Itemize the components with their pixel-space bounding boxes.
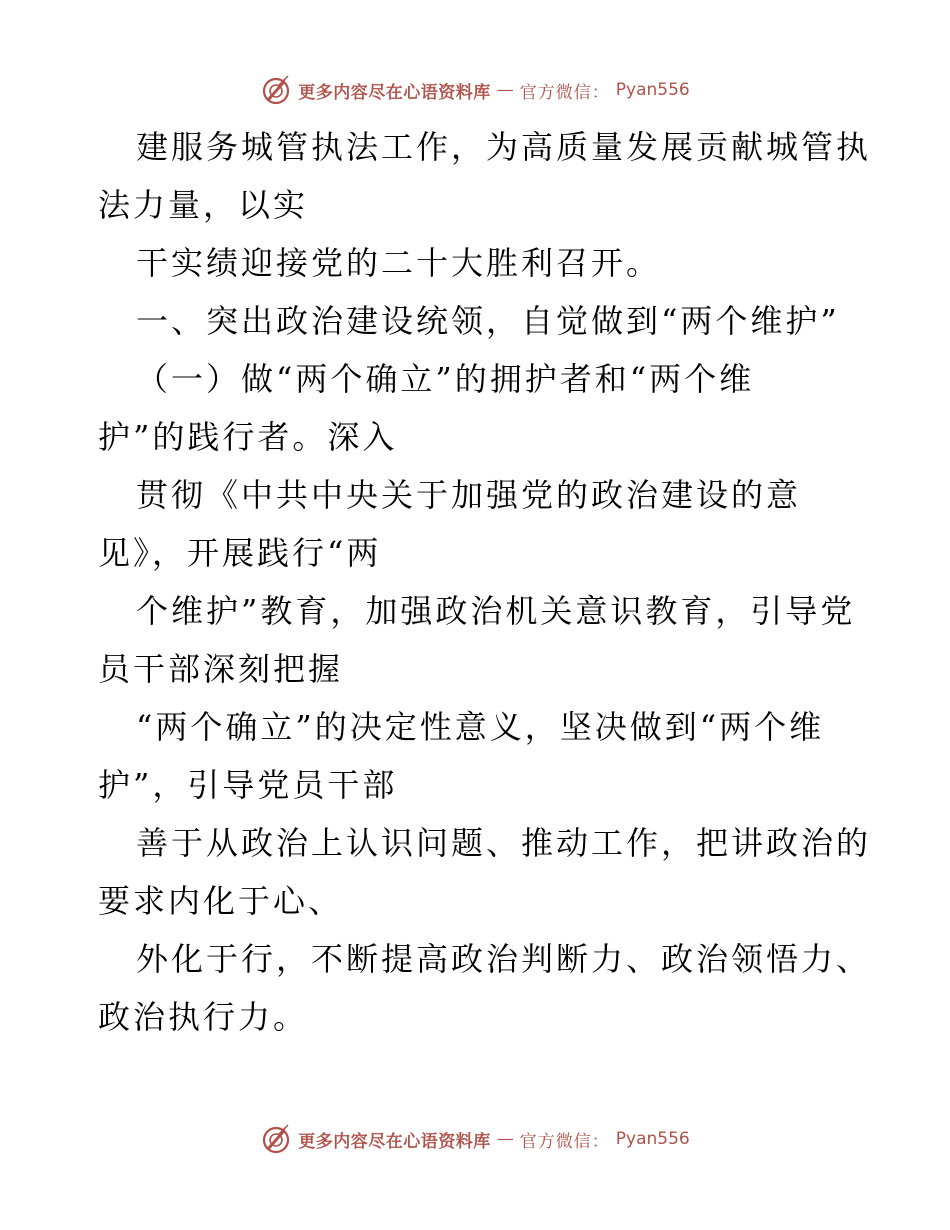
watermark-wechat-id: Pyan556 (615, 80, 690, 100)
document-line: 个维护”教育，加强政治机关意识教育，引导党 (136, 592, 856, 630)
document-line: 建服务城管执法工作，为高质量发展贡献城管执 (136, 128, 872, 166)
document-line: （一）做“两个确立”的拥护者和“两个维 (136, 360, 755, 398)
watermark-separator: — (496, 80, 514, 100)
feather-pen-logo-icon (260, 1123, 292, 1155)
document-line: 政治执行力。 (98, 998, 309, 1036)
watermark-official-label: 官方微信： (519, 1131, 610, 1152)
watermark-brand: 更多内容尽在心语资料库 (298, 82, 491, 103)
document-line: 贯彻《中共中央关于加强党的政治建设的意 (136, 476, 802, 514)
document-line: 见》，开展践行“两 (98, 534, 382, 572)
header-watermark (0, 70, 950, 110)
footer-watermark (0, 1119, 950, 1159)
document-line: 法力量，以实 (98, 186, 309, 224)
document-body (98, 118, 872, 1046)
feather-pen-logo-icon (260, 74, 292, 106)
watermark-wechat-id: Pyan556 (615, 1129, 690, 1149)
document-line: 要求内化于心、 (98, 882, 344, 920)
watermark-separator: — (496, 1129, 514, 1149)
document-line: 外化于行，不断提高政治判断力、政治领悟力、 (136, 940, 872, 978)
document-line: 善于从政治上认识问题、推动工作，把讲政治的 (136, 824, 872, 862)
document-line: 护”，引导党员干部 (98, 766, 398, 804)
document-line: 一、突出政治建设统领，自觉做到“两个维护” (136, 302, 840, 340)
document-line: 干实绩迎接党的二十大胜利召开。 (136, 244, 662, 282)
watermark-official-label: 官方微信： (519, 82, 610, 103)
document-line: 员干部深刻把握 (98, 650, 344, 688)
watermark-brand: 更多内容尽在心语资料库 (298, 1131, 491, 1152)
document-line: 护”的践行者。深入 (98, 418, 398, 456)
document-line: “两个确立”的决定性意义，坚决做到“两个维 (136, 708, 825, 746)
